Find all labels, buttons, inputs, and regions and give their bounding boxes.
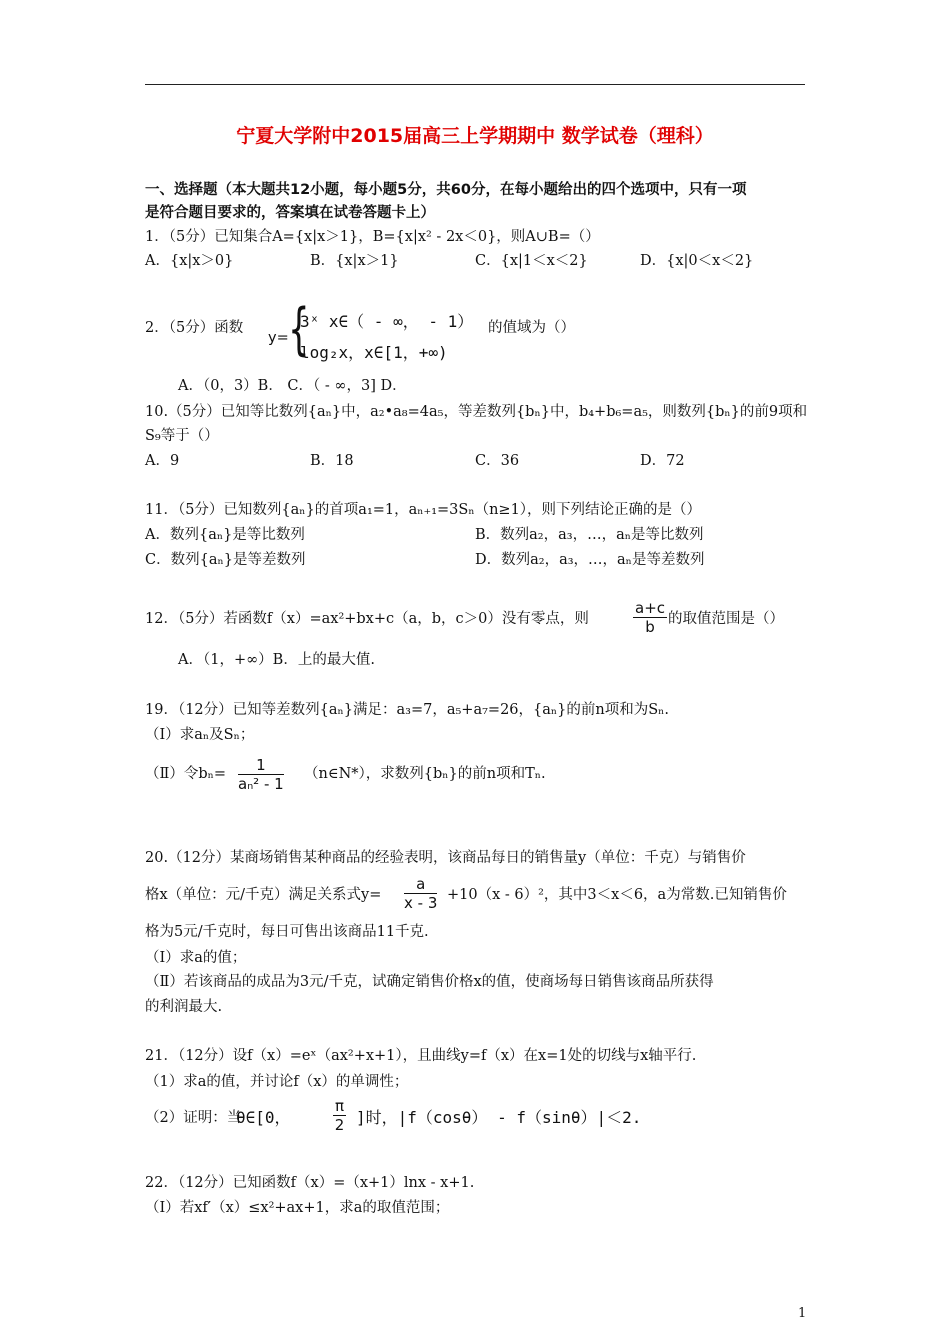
q19-fraction <box>238 756 284 793</box>
q22-part-1: （Ⅰ）若xf′（x）≤x²+ax+1，求a的取值范围； <box>145 1200 450 1216</box>
q11-option-d: D．数列a₂，a₃，…，aₙ是等差数列 <box>475 552 705 568</box>
question-12-stem: 12．（5分）若函数f（x）=ax²+bx+c（a，b，c＞0）没有零点，则 <box>145 611 589 627</box>
q1-option-b: B．{x|x＞1} <box>310 253 399 269</box>
q21-math-1: θ∈[0， <box>236 1108 291 1127</box>
q2-suffix: 的值域为（） <box>488 320 575 336</box>
q12-fraction <box>633 599 667 636</box>
q19-part-2-suffix: （n∈N*），求数列{bₙ}的前n项和Tₙ. <box>304 766 546 782</box>
q21-part-2-prefix: （2）证明：当 <box>145 1110 242 1126</box>
q1-option-a: A．{x|x＞0} <box>145 253 234 269</box>
q11-option-a: A．数列{aₙ}是等比数列 <box>145 527 305 543</box>
q19-fraction-denominator: aₙ² - 1 <box>238 775 284 793</box>
q2-piecewise-brace: { <box>288 297 310 362</box>
q20-part-1: （Ⅰ）求a的值； <box>145 950 247 966</box>
q21-fraction-numerator: π <box>335 1097 345 1115</box>
q11-option-c: C．数列{aₙ}是等差数列 <box>145 552 306 568</box>
header-rule <box>145 84 805 85</box>
q12-fraction-denominator: b <box>645 618 655 636</box>
question-10-line1: 10.（5分）已知等比数列{aₙ}中，a₂•a₈=4a₅，等差数列{bₙ}中，b₄+b₆=a₅，则数列{bₙ}的前9项和 <box>145 404 808 420</box>
q1-option-d: D．{x|0＜x＜2} <box>640 253 754 269</box>
q20-fraction <box>404 875 437 912</box>
q20-part-2a: （Ⅱ）若该商品的成品为3元/千克，试确定销售价格x的值，使商场每日销售该商品所获得 <box>145 974 714 990</box>
q20-part-2b: 的利润最大. <box>145 999 223 1015</box>
q10-option-a: A．9 <box>145 453 180 469</box>
question-1-stem: 1．（5分）已知集合A={x|x＞1}，B={x|x² - 2x＜0}，则A∪B=（） <box>145 229 600 245</box>
page-title: 宁夏大学附中2015届高三上学期期中 数学试卷（理科） <box>236 125 714 147</box>
section-heading-cont: 是符合题目要求的，答案填在试卷答题卡上） <box>145 205 435 221</box>
q12-options: A．（1，+∞）B．上的最大值. <box>178 652 375 668</box>
q21-math-2: ]时，|f（cosθ） - f（sinθ）|＜2. <box>356 1108 642 1127</box>
q2-y-label: y= <box>268 330 289 346</box>
q11-option-b: B．数列a₂，a₃，…，aₙ是等比数列 <box>475 527 704 543</box>
page-number: 1 <box>798 1306 807 1321</box>
q20-fraction-numerator: a <box>404 875 437 894</box>
question-21-stem: 21．（12分）设f（x）=eˣ（ax²+x+1），且曲线y=f（x）在x=1处的切线与x轴平行. <box>145 1048 697 1064</box>
q21-fraction-denominator: 2 <box>334 1116 345 1134</box>
q10-option-c: C．36 <box>475 453 520 469</box>
q21-fraction <box>333 1097 346 1134</box>
section-heading: 一、选择题（本大题共12小题，每小题5分，共60分，在每小题给出的四个选项中，只有一项 <box>145 182 747 198</box>
q20-line2-suffix: +10（x - 6）²，其中3＜x＜6，a为常数.已知销售价 <box>447 887 787 903</box>
question-10-line2: S₉等于（） <box>145 428 219 444</box>
q20-line3: 格为5元/千克时，每日可售出该商品11千克. <box>145 924 429 940</box>
q12-fraction-numerator: a+c <box>635 599 666 617</box>
q19-part-1: （Ⅰ）求aₙ及Sₙ； <box>145 727 255 743</box>
question-22-stem: 22．（12分）已知函数f（x）=（x+1）lnx - x+1. <box>145 1175 475 1191</box>
q19-part-2-prefix: （Ⅱ）令bₙ= <box>145 766 227 782</box>
q10-option-b: B．18 <box>310 453 354 469</box>
question-2-prefix: 2．（5分）函数 <box>145 320 244 336</box>
q2-piece-2: log₂x，x∈[1，+∞) <box>300 343 448 362</box>
q20-fraction-denominator: x - 3 <box>404 894 438 912</box>
q2-options: A．（0，3）B． C．（ - ∞，3] D． <box>178 378 407 394</box>
q19-fraction-numerator: 1 <box>238 756 284 775</box>
q21-part-1: （1）求a的值，并讨论f（x）的单调性； <box>145 1074 409 1090</box>
question-11-stem: 11．（5分）已知数列{aₙ}的首项a₁=1，aₙ₊₁=3Sₙ（n≥1），则下列结论正确的是（） <box>145 502 702 518</box>
q1-option-c: C．{x|1＜x＜2} <box>475 253 588 269</box>
q12-suffix: 的取值范围是（） <box>668 611 784 627</box>
q10-option-d: D．72 <box>640 453 685 469</box>
question-19-stem: 19．（12分）已知等差数列{aₙ}满足：a₃=7，a₅+a₇=26，{aₙ}的前n项和为Sₙ. <box>145 702 670 718</box>
q20-line2-prefix: 格x（单位：元/千克）满足关系式y= <box>145 887 382 903</box>
q2-piece-1: 3ˣ x∈（ - ∞， - 1） <box>300 312 474 331</box>
question-20-line1: 20.（12分）某商场销售某种商品的经验表明，该商品每日的销售量y（单位：千克）与销售价 <box>145 850 746 866</box>
